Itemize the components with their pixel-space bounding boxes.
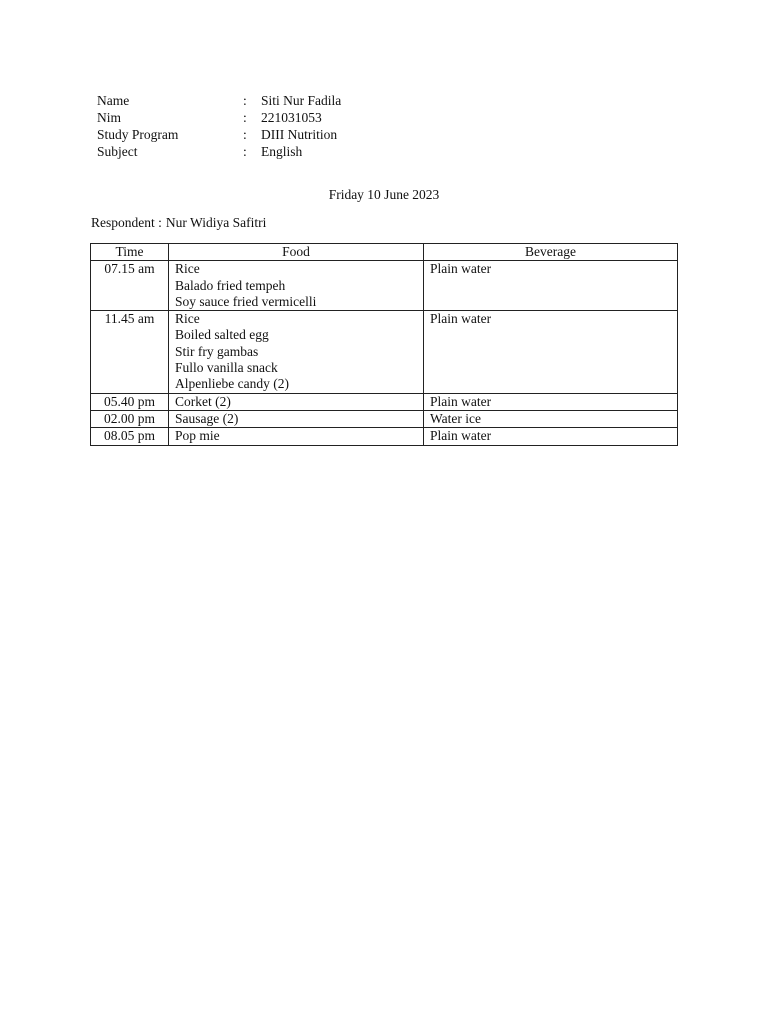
food-item: Boiled salted egg: [175, 327, 269, 343]
cell-time: 07.15 am: [91, 261, 169, 311]
table-header-row: [91, 244, 678, 261]
food-item: Rice: [175, 311, 200, 327]
cell-time: 02.00 pm: [91, 410, 169, 427]
cell-time: 08.05 pm: [91, 428, 169, 445]
cell-beverage: Plain water: [424, 393, 678, 410]
info-value: DIII Nutrition: [261, 126, 338, 142]
cell-time: 11.45 am: [91, 311, 169, 393]
food-item: Soy sauce fried vermicelli: [175, 293, 317, 309]
table-row: [91, 393, 678, 410]
info-label: Subject: [97, 143, 138, 159]
header-food: Food: [169, 244, 424, 261]
info-label: Nim: [97, 109, 122, 125]
info-colon: :: [243, 126, 247, 142]
food-item: Rice: [175, 261, 200, 277]
cell-time: 05.40 pm: [91, 393, 169, 410]
header-time: Time: [91, 244, 169, 261]
record-date: Friday 10 June 2023: [328, 187, 440, 202]
food-item: Corket (2): [175, 393, 231, 409]
food-item: Balado fried tempeh: [175, 277, 286, 293]
table-row: [91, 428, 678, 445]
info-value: Siti Nur Fadila: [261, 93, 342, 109]
student-info-block: [97, 93, 341, 160]
cell-food: [169, 261, 424, 311]
cell-food: [169, 410, 424, 427]
table-row: [91, 410, 678, 427]
info-row-name: [97, 93, 341, 110]
table-row: [91, 261, 678, 311]
cell-food: [169, 428, 424, 445]
cell-beverage: Plain water: [424, 311, 678, 393]
header-beverage: Beverage: [424, 244, 678, 261]
food-item: Pop mie: [175, 428, 220, 444]
info-row-study-program: [97, 127, 341, 144]
info-value: 221031053: [261, 109, 322, 125]
info-colon: :: [243, 109, 247, 125]
cell-food: [169, 311, 424, 393]
food-item: Stir fry gambas: [175, 343, 259, 359]
info-value: English: [261, 143, 303, 159]
info-row-subject: [97, 143, 341, 160]
info-label: Name: [97, 93, 130, 109]
info-row-nim: [97, 110, 341, 127]
food-item: Sausage (2): [175, 410, 239, 426]
cell-beverage: Plain water: [424, 428, 678, 445]
food-item: Alpenliebe candy (2): [175, 376, 289, 392]
cell-food: [169, 393, 424, 410]
table-row: [91, 311, 678, 393]
food-record-table: [90, 243, 678, 446]
info-colon: :: [243, 143, 247, 159]
food-item: Fullo vanilla snack: [175, 360, 278, 376]
respondent-name: Nur Widiya Safitri: [165, 215, 267, 230]
cell-beverage: Plain water: [424, 261, 678, 311]
respondent-line: [91, 215, 266, 232]
info-colon: :: [243, 93, 247, 109]
cell-beverage: Water ice: [424, 410, 678, 427]
respondent-label: Respondent :: [91, 215, 162, 230]
info-label: Study Program: [97, 126, 179, 142]
